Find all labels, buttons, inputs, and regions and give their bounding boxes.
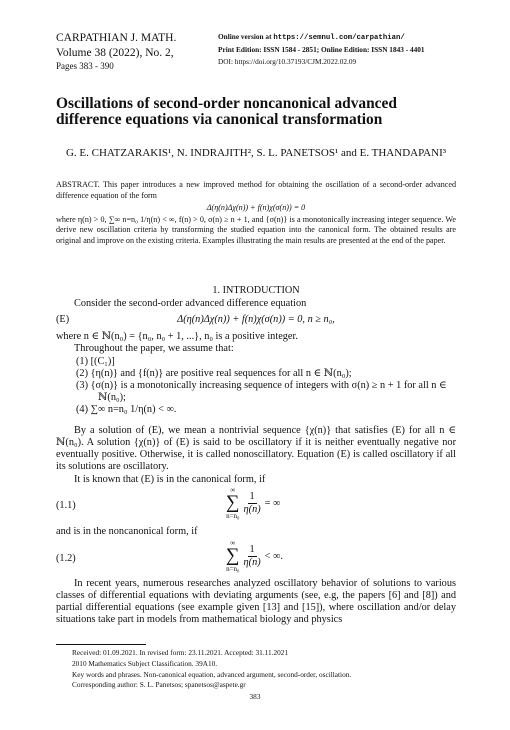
assumption-item: (3) {σ(n)} is a monotonically increasing sequence of integers with σ(n) ≥ n + 1 for all n ∈ ℕ(n₀); xyxy=(76,380,447,404)
intro-paragraph-6: and is in the noncanonical form, if xyxy=(56,526,198,537)
assumption-item: (2) {η(n)} and {f(n)} are positive real sequences for all n ∈ ℕ(n₀); xyxy=(76,368,352,380)
footnotes xyxy=(72,648,351,691)
footnote-received: Received: 01.09.2021. In revised form: 23.11.2021. Accepted: 31.11.2021 xyxy=(72,648,289,657)
relation-text: = ∞ xyxy=(264,497,281,509)
equation-tag: (E) xyxy=(56,314,70,325)
abstract-body: where η(n) > 0, ∑∞ n=n₀ 1/η(n) < ∞, f(n) > 0, σ(n) ≥ n + 1, and {σ(n)} is a monotonically increasing integer sequence. We derive new oscillation criteria by transforming the studied equation into the canonical form. The obtained results are original and improve on the existing criteria. Examples illustrating the main results are presented at the end of the paper. xyxy=(56,214,456,245)
sum-symbol: ∑ xyxy=(226,545,240,566)
equation-tag: (1.2) xyxy=(56,553,76,564)
issn-line: Print Edition: ISSN 1584 - 2851; Online Edition: ISSN 1843 - 4401 xyxy=(218,45,425,54)
intro-paragraph-5: It is known that (E) is in the canonical form, if xyxy=(74,474,266,485)
doi-link[interactable]: DOI: https://doi.org/10.37193/CJM.2022.02.09 xyxy=(218,57,357,66)
equation-1-2 xyxy=(56,539,456,579)
sum-lower-limit: n=n₀ xyxy=(226,512,240,520)
abstract-intro: This paper introduces a new improved method for obtaining the oscillation of a second-order advanced difference equation of the form xyxy=(56,180,456,200)
sum-upper-limit: ∞ xyxy=(230,539,236,547)
footnote-rule xyxy=(56,644,146,645)
paper-title: Oscillations of second-order noncanonical advanced difference equations via canonical transformation xyxy=(56,95,397,128)
fraction-denominator: η(n) xyxy=(243,503,261,515)
abstract xyxy=(56,180,456,247)
equation-tag: (1.1) xyxy=(56,500,76,511)
author-list: G. E. CHATZARAKIS¹, N. INDRAJITH², S. L. PANETSOS¹ and E. THANDAPANI³ xyxy=(65,147,447,159)
footnote-corresponding: Corresponding author: S. L. Panetsos; spanetsos@aspete.gr xyxy=(72,680,246,690)
page-number: 383 xyxy=(249,692,261,701)
fraction-numerator: 1 xyxy=(249,490,255,502)
volume-line: Volume 38 (2022), No. 2, xyxy=(56,46,174,59)
assumption-list xyxy=(76,356,456,416)
abstract-equation: Δ(η(n)Δχ(n)) + f(n)χ(σ(n)) = 0 xyxy=(206,203,306,213)
footnote-msc: 2010 Mathematics Subject Classification. 39A10. xyxy=(72,658,218,668)
journal-name: CARPATHIAN J. MATH. xyxy=(56,32,177,44)
assumption-item: (4) ∑∞ n=n₀ 1/η(n) < ∞. xyxy=(76,404,177,416)
online-url-link[interactable]: https://semnul.com/carpathian/ xyxy=(273,34,405,42)
intro-paragraph-1: Consider the second-order advanced difference equation xyxy=(74,298,307,309)
intro-paragraph-7: In recent years, numerous researches analyzed oscillatory behavior of solutions to various classes of differential equations with deviating arguments (see, e.g, the papers [6] and [8]) and partial differential equations (see example given [13] and [15]), where oscillation and/or delay situations take part in models from mathematical biology and physics xyxy=(56,578,456,626)
journal-header xyxy=(56,31,176,72)
abstract-label: ABSTRACT. xyxy=(56,180,100,189)
equation-body: Δ(η(n)Δχ(n)) + f(n)χ(σ(n)) = 0, n ≥ n₀, xyxy=(177,314,335,325)
intro-paragraph-2: where n ∈ ℕ(n₀) = {n₀, n₀ + 1, ...}, n₀ is a positive integer. xyxy=(56,331,298,342)
sum-lower-limit: n=n₀ xyxy=(226,565,240,573)
assumption-item: (1) [(C₁)] xyxy=(76,356,115,367)
intro-paragraph-3: Throughout the paper, we assume that: xyxy=(74,343,234,354)
page-range: Pages 383 - 390 xyxy=(56,61,114,71)
intro-paragraph-4: By a solution of (E), we mean a nontrivial sequence {χ(n)} that satisfies (E) for all n ∈ ℕ(n₀). A solution {χ(n)} of (E) is said to be oscillatory if it is neither eventually negative nor eventually positive. Otherwise, it is called nonoscillatory. Equation (E) is called oscillatory if all its solutions are oscillatory. xyxy=(56,425,456,473)
equation-1-1 xyxy=(56,486,456,526)
sum-upper-limit: ∞ xyxy=(230,486,236,494)
online-label: Online version at xyxy=(218,32,272,41)
footnote-keywords: Key words and phrases. Non-canonical equation, advanced argument, second-order, oscillation. xyxy=(72,669,352,679)
sum-symbol: ∑ xyxy=(226,492,240,513)
fraction-denominator: η(n) xyxy=(243,556,261,568)
publication-info xyxy=(218,31,425,68)
section-heading: 1. INTRODUCTION xyxy=(212,285,300,296)
relation-text: < ∞. xyxy=(264,550,283,562)
fraction-numerator: 1 xyxy=(249,543,255,555)
